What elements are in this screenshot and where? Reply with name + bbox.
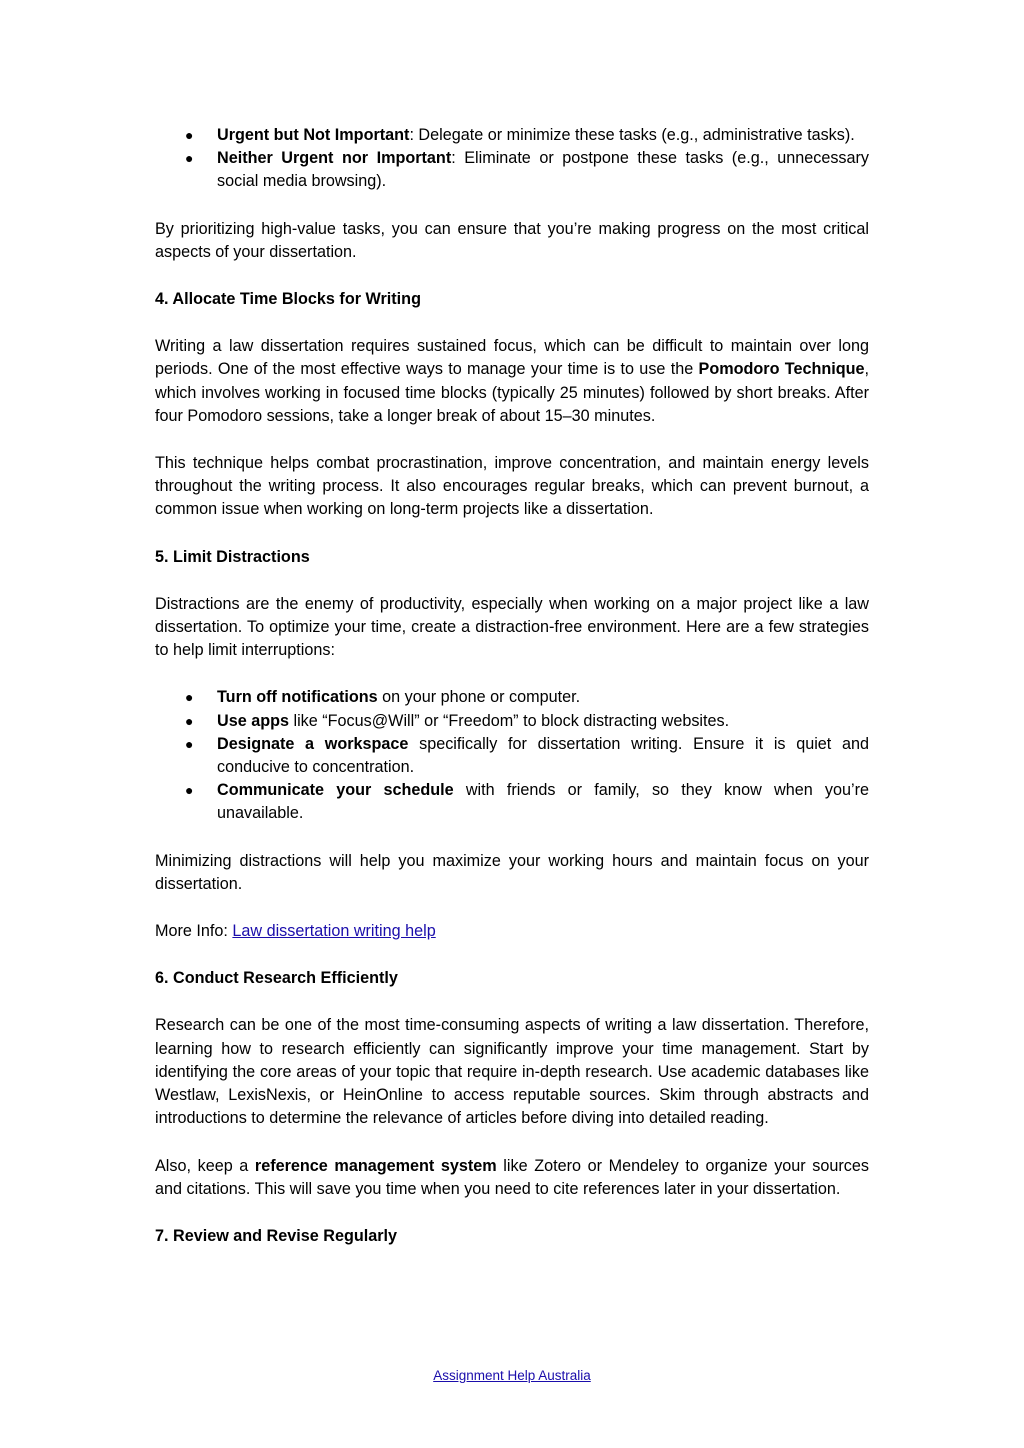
paragraph-technique-benefits: This technique helps combat procrastination, improve concentration, and maintain energy levels throughout the writing process. It also encourages regular breaks, which can prevent burnout, a common issue when working on long-term projects like a dissertation.	[155, 454, 869, 519]
list-item-text: with friends or family, so they know when you’re unavailable.	[217, 781, 869, 823]
list-item-text: on your phone or computer.	[377, 688, 581, 707]
paragraph-distractions-intro: Distractions are the enemy of productivity, especially when working on a major project like a law dissertation. To optimize your time, create a distraction-free environment. Here are a few strategies to help limit interruptions:	[155, 594, 869, 660]
bullet-icon: ●	[185, 150, 194, 167]
page-footer	[0, 1367, 1024, 1385]
list-item-bold: Use apps	[217, 711, 289, 730]
bullet-icon: ●	[185, 735, 194, 752]
list-item	[155, 779, 869, 825]
list-item	[155, 686, 869, 709]
list-item-text: : Eliminate or postpone these tasks (e.g., unnecessary social media browsing).	[217, 149, 870, 191]
list-item-text: like “Focus@Will” or “Freedom” to block distracting websites.	[288, 711, 730, 730]
pomodoro-term: Pomodoro Technique	[698, 360, 865, 379]
more-info-label: More Info:	[155, 922, 233, 941]
list-item-bold: Urgent but Not Important	[217, 126, 410, 144]
list-item-bold: Communicate your schedule	[217, 781, 454, 800]
heading-research: 6. Conduct Research Efficiently	[155, 969, 398, 988]
list-item-bold: Neither Urgent nor Important	[217, 149, 452, 168]
heading-review: 7. Review and Revise Regularly	[155, 1226, 398, 1245]
bullet-icon: ●	[185, 782, 194, 799]
paragraph-prioritize: By prioritizing high-value tasks, you can ensure that you’re making progress on the most critical aspects of your dissertation.	[155, 219, 869, 261]
heading-time-blocks: 4. Allocate Time Blocks for Writing	[155, 290, 421, 309]
strategies-list	[155, 686, 869, 825]
list-item	[155, 124, 869, 147]
bullet-icon: ●	[185, 712, 194, 729]
document-body	[155, 124, 869, 1248]
list-item-text: : Delegate or minimize these tasks (e.g., administrative tasks).	[409, 126, 855, 144]
paragraph-pomodoro: Writing a law dissertation requires sustained focus, which can be difficult to maintain over long periods. One of the most effective ways to manage your time is to use the Pomodoro Technique, which involves working in focused time blocks (typically 25 minutes) followed by short breaks. After four Pomodoro sessions, take a longer break of about 15–30 minutes.	[155, 337, 870, 425]
paragraph-minimizing: Minimizing distractions will help you maximize your working hours and maintain focus on your dissertation.	[155, 851, 869, 893]
more-info-line	[155, 920, 869, 943]
law-dissertation-help-link[interactable]: Law dissertation writing help	[232, 922, 436, 941]
heading-limit-distractions: 5. Limit Distractions	[155, 547, 310, 566]
list-item-bold: Designate a workspace	[217, 734, 409, 753]
list-item-bold: Turn off notifications	[217, 688, 378, 707]
list-item-text: specifically for dissertation writing. Ensure it is quiet and conducive to concentration.	[217, 734, 869, 777]
list-item	[155, 710, 869, 733]
bullet-icon: ●	[185, 689, 194, 706]
paragraph-reference-management: Also, keep a reference management system like Zotero or Mendeley to organize your sources and citations. This will save you time when you need to cite references later in your dissertation.	[155, 1156, 869, 1198]
assignment-help-australia-link[interactable]: Assignment Help Australia	[433, 1368, 591, 1383]
list-item	[155, 733, 869, 779]
bullet-icon: ●	[185, 127, 194, 143]
priority-list	[155, 124, 869, 194]
paragraph-research: Research can be one of the most time-consuming aspects of writing a law dissertation. Therefore, learning how to research efficiently can significantly improve your time management. Start by identifying the core areas of your topic that require in-depth research. Use academic databases like Westlaw, LexisNexis, or HeinOnline to access reputable sources. Skim through abstracts and introductions to determine the relevance of articles before diving into detailed reading.	[155, 1016, 869, 1128]
list-item	[155, 147, 869, 193]
reference-management-term: reference management system	[254, 1156, 497, 1175]
